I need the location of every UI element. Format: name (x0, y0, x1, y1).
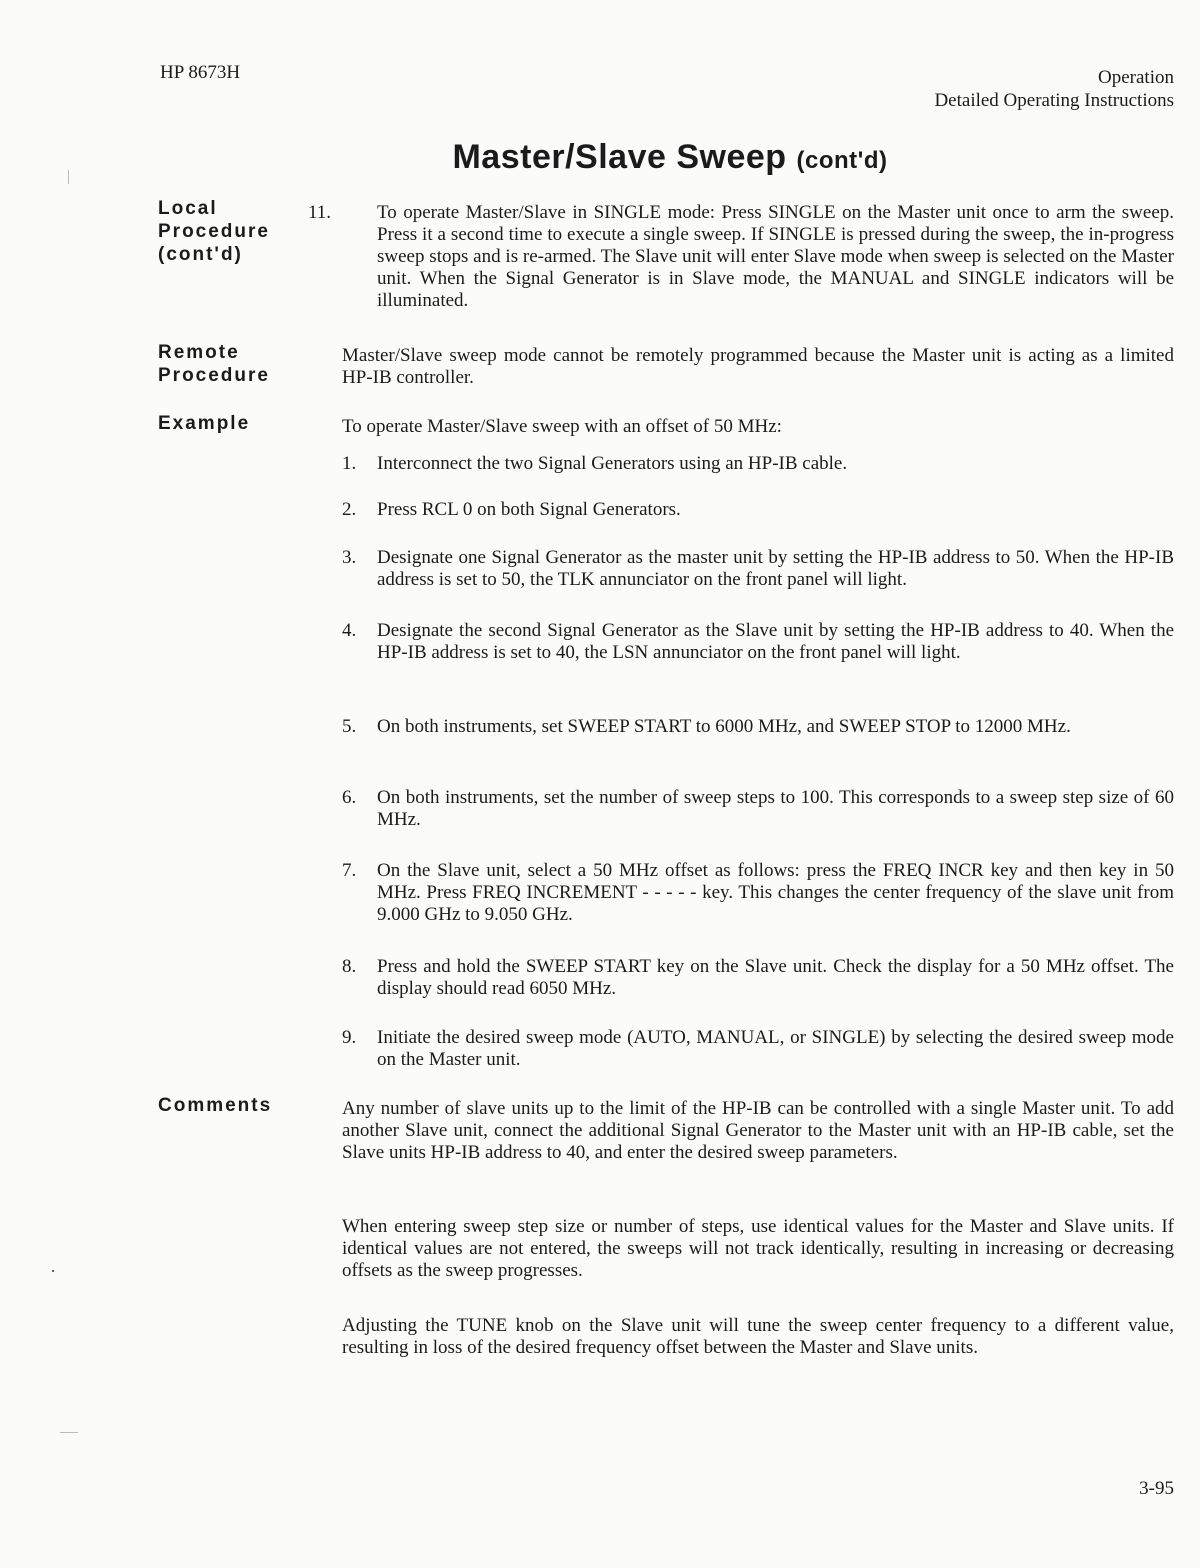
subsection-name: Detailed Operating Instructions (934, 90, 1174, 111)
step-number: 5. (342, 716, 357, 737)
section-name: Operation (1098, 67, 1174, 88)
title-main: Master/Slave Sweep (452, 138, 787, 176)
remote-procedure-heading (158, 341, 270, 387)
step-text: On both instruments, set SWEEP START to 6000 MHz, and SWEEP STOP to 12000 MHz. (377, 716, 1071, 737)
scan-mark (68, 170, 69, 184)
example-intro: To operate Master/Slave sweep with an offset of 50 MHz: (342, 416, 782, 437)
step-text: On the Slave unit, select a 50 MHz offset as follows: press the FREQ INCR key and then key in 50 MHz. Press FREQ INCREMENT - - - - - key. This changes the center frequency of the slave unit from 9.000 GHz to 9.050 GHz. (377, 860, 1174, 925)
step-number: 11. (308, 202, 332, 223)
step-number: 1. (342, 453, 357, 474)
step-text: Initiate the desired sweep mode (AUTO, MANUAL, or SINGLE) by selecting the desired sweep mode on the Master unit. (377, 1027, 1174, 1070)
step-text: Designate the second Signal Generator as the Slave unit by setting the HP-IB address to 40. When the HP-IB address is set to 40, the LSN annunciator on the front panel will light. (377, 620, 1174, 663)
comments-paragraph: Any number of slave units up to the limit of the HP-IB can be controlled with a single Master unit. To add another Slave unit, connect the additional Signal Generator to the Master unit with an HP-IB cable, set the Slave units HP-IB address to 40, and enter the desired sweep parameters. (342, 1098, 1174, 1163)
remote-procedure-text: Master/Slave sweep mode cannot be remotely programmed because the Master unit is acting as a limited HP-IB controller. (342, 345, 1174, 388)
comments-paragraph: When entering sweep step size or number of steps, use identical values for the Master and Slave units. If identical values are not entered, the sweeps will not track identically, resulting in increasing or decreasing offsets as the sweep progresses. (342, 1216, 1174, 1281)
remote-heading-line1: Remote (158, 342, 240, 363)
example-step (342, 787, 1174, 831)
step-text: Press and hold the SWEEP START key on the Slave unit. Check the display for a 50 MHz offset. The display should read 6050 MHz. (377, 956, 1174, 999)
example-step (342, 620, 1174, 664)
example-step (342, 956, 1174, 1000)
step-text: Designate one Signal Generator as the master unit by setting the HP-IB address to 50. When the HP-IB address is set to 50, the TLK annunciator on the front panel will light. (377, 547, 1174, 590)
local-heading-line2: Procedure (158, 221, 270, 242)
step-number: 2. (342, 499, 357, 520)
step-number: 3. (342, 547, 357, 568)
example-step (342, 860, 1174, 926)
scan-mark (52, 1270, 54, 1272)
step-text: To operate Master/Slave in SINGLE mode: Press SINGLE on the Master unit once to arm the sweep. Press it a second time to execute a single sweep. If SINGLE is pressed during the sweep, the in-progress sweep stops and is re-armed. The Slave unit will enter Slave mode when sweep is selected on the Master unit. When the Signal Generator is in Slave mode, the MANUAL and SINGLE indicators will be illuminated. (377, 202, 1174, 311)
example-step (342, 499, 1174, 521)
remote-heading-line2: Procedure (158, 365, 270, 386)
step-number: 6. (342, 787, 357, 808)
step-text: Press RCL 0 on both Signal Generators. (377, 499, 681, 520)
example-step (342, 547, 1174, 591)
model-number: HP 8673H (160, 62, 241, 83)
local-procedure-heading (158, 197, 270, 266)
step-number: 9. (342, 1027, 357, 1048)
step-text: Interconnect the two Signal Generators using an HP-IB cable. (377, 453, 848, 474)
page-title (0, 138, 1200, 177)
local-heading-line3: (cont'd) (158, 244, 243, 265)
comments-paragraph: Adjusting the TUNE knob on the Slave unit will tune the sweep center frequency to a different value, resulting in loss of the desired frequency offset between the Master and Slave units. (342, 1315, 1174, 1358)
step-text: On both instruments, set the number of sweep steps to 100. This corresponds to a sweep step size of 60 MHz. (377, 787, 1174, 830)
example-step (342, 1027, 1174, 1071)
local-heading-line1: Local (158, 198, 218, 219)
scan-mark (60, 1432, 78, 1433)
title-suffix: (cont'd) (796, 147, 888, 174)
example-step (342, 453, 1174, 475)
example-step (342, 716, 1174, 738)
step-number: 4. (342, 620, 357, 641)
comments-heading: Comments (158, 1095, 273, 1116)
running-header (934, 66, 1174, 112)
example-heading: Example (158, 413, 251, 434)
step-number: 8. (342, 956, 357, 977)
page-number: 3-95 (1139, 1478, 1174, 1499)
local-step-11 (308, 202, 1174, 312)
step-number: 7. (342, 860, 357, 881)
